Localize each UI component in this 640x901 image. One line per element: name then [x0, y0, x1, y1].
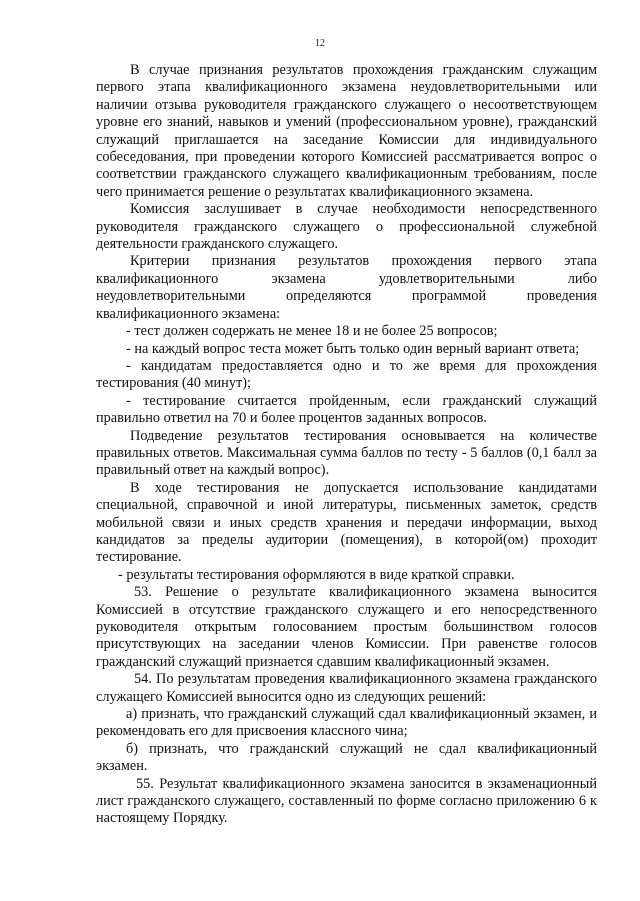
decision-b: б) признать, что гражданский служащий не сдал квалификационный экзамен.: [96, 740, 597, 775]
clause-55: 55. Результат квалификационного экзамена заносится в экзаменационный лист гражданского служащего, составленный по форме согласно приложению 6 к настоящему Порядку.: [96, 775, 597, 827]
document-body: [96, 62, 597, 828]
list-item-same-time: - кандидатам предоставляется одно и то же время для прохождения тестирования (40 минут);: [96, 357, 597, 392]
list-item-passed-threshold: - тестирование считается пройденным, если гражданский служащий правильно ответил на 70 и более процентов заданных вопросов.: [96, 392, 597, 427]
paragraph-first-stage-unsatisfactory: В случае признания результатов прохождения гражданским служащим первого этапа квалификационного экзамена неудовлетворительными или наличии отзыва руководителя гражданского служащего о несоответствующем уровне его знаний, навыков и умений (профессиональном уровне), гражданский служащий приглашается на заседание Комиссии для индивидуального собеседования, при проведении которого Комиссией рассматривается вопрос о соответствии гражданского служащего квалификационным требованиям, после чего принимается решение о результатах квалификационного экзамена.: [96, 62, 597, 200]
list-item-single-answer: - на каждый вопрос теста может быть только один верный вариант ответа;: [126, 340, 580, 357]
decision-a: а) признать, что гражданский служащий сдал квалификационный экзамен, и рекомендовать его для присвоения классного чина;: [96, 706, 597, 740]
paragraph-scoring: Подведение результатов тестирования основывается на количестве правильных ответов. Максимальная сумма баллов по тесту - 5 баллов (0,1 балл за правильный ответ на каждый вопрос).: [96, 427, 597, 479]
paragraph-criteria: Критерии признания результатов прохождения первого этапа квалификационного экзамена удовлетворительными либо неудовлетворительными определяются программой проведения квалификационного экзамена:: [96, 253, 597, 322]
page-number: 12: [315, 38, 325, 49]
clause-54: 54. По результатам проведения квалификационного экзамена гражданского служащего Комиссией выносится одно из следующих решений:: [96, 671, 597, 705]
paragraph-commission-hears-manager: Комиссия заслушивает в случае необходимости непосредственного руководителя гражданского служащего о профессиональной служебной деятельности гражданского служащего.: [96, 201, 597, 253]
list-item-test-questions: - тест должен содержать не менее 18 и не более 25 вопросов;: [126, 323, 498, 340]
clause-53: 53. Решение о результате квалификационного экзамена выносится Комиссией в отсутствие гражданского служащего и его непосредственного руководителя открытым голосованием простым большинством голосов присутствующих на заседании членов Комиссии. При равенстве голосов гражданский служащий признается сдавшим квалификационный экзамен.: [96, 584, 597, 670]
paragraph-prohibitions: В ходе тестирования не допускается использование кандидатами специальной, справочной и иной литературы, письменных заметок, средств мобильной связи и иных средств хранения и передачи информации, выход кандидатов за пределы аудитории (помещения), в которой(ом) проходит тестирование.: [96, 479, 597, 566]
list-item-results-certificate: - результаты тестирования оформляются в виде краткой справки.: [118, 566, 515, 583]
